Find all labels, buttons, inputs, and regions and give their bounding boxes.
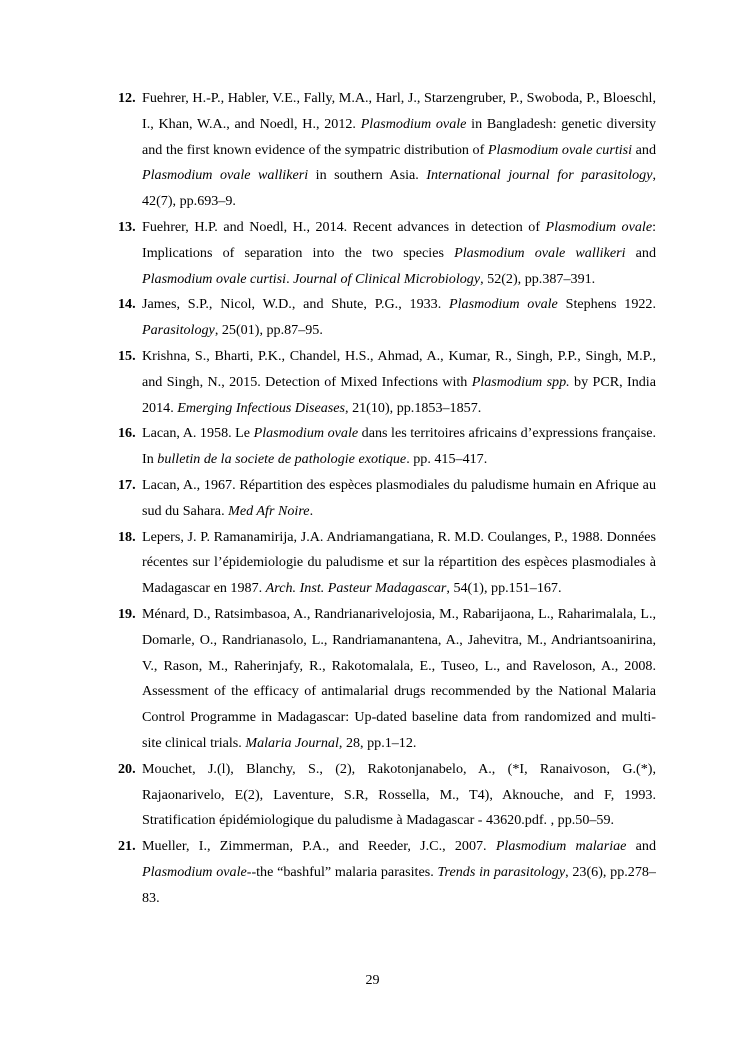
reference-text: , 42(7), pp.693–9. xyxy=(142,167,656,210)
reference-italic-text: Malaria Journal xyxy=(245,734,339,751)
reference-text: Lacan, A. 1958. Le xyxy=(142,425,254,442)
reference-text: Mueller, I., Zimmerman, P.A., and Reeder, J.C., 2007. xyxy=(142,838,496,855)
reference-entry xyxy=(118,344,656,421)
reference-text: , 54(1), pp.151–167. xyxy=(446,580,562,597)
reference-italic-text: Plasmodium ovale xyxy=(360,115,467,132)
reference-entry xyxy=(118,834,656,911)
reference-number: 14. xyxy=(118,296,136,313)
reference-text: Lepers, J. P. Ramanamirija, J.A. Andriamangatiana, R. M.D. Coulanges, P., 1988. Données récentes sur l’épidemiologie du paludisme et sur la répartition des espèces plasmodiales à Madagascar en 1987. xyxy=(142,528,656,597)
reference-entry xyxy=(118,525,656,602)
reference-text: --the “bashful” malaria parasites. xyxy=(246,863,438,880)
reference-entry xyxy=(118,86,656,215)
reference-entry xyxy=(118,292,656,344)
reference-italic-text: Plasmodium ovale wallikeri xyxy=(142,167,309,184)
reference-text: , 52(2), pp.387–391. xyxy=(480,270,596,287)
reference-text: . pp. 415–417. xyxy=(406,451,488,468)
reference-text: Fuehrer, H.P. and Noedl, H., 2014. Recent advances in detection of xyxy=(142,218,546,235)
reference-text: Mouchet, J.(l), Blanchy, S., (2), Rakotonjanabelo, A., (*I, Ranaivoson, G.(*), Rajaonarivelo, E(2), Laventure, S.R, Rossella, M., T4), Aknouche, and F, 1993. Stratification épidémiologique du paludisme à Madagascar - 43620.pdf. , pp.50–59. xyxy=(142,760,656,829)
reference-number: 12. xyxy=(118,90,136,106)
reference-italic-text: Plasmodium ovale xyxy=(142,863,247,880)
reference-number: 20. xyxy=(118,760,136,777)
reference-italic-text: bulletin de la societe de pathologie exotique xyxy=(157,451,407,468)
reference-number: 17. xyxy=(118,476,136,493)
reference-text: Lacan, A., 1967. Répartition des espèces plasmodiales du paludisme humain en Afrique au sud du Sahara. xyxy=(142,476,656,519)
reference-italic-text: Trends in parasitology xyxy=(437,863,566,880)
reference-italic-text: Med Afr Noire xyxy=(228,502,310,519)
reference-italic-text: Plasmodium spp. xyxy=(471,373,570,390)
reference-text: Krishna, S., Bharti, P.K., Chandel, H.S., Ahmad, A., Kumar, R., Singh, P.P., Singh, M.P., and Singh, N., 2015. Detection of Mixed Infections with xyxy=(142,347,656,390)
reference-italic-text: Plasmodium ovale xyxy=(449,296,558,313)
reference-text: Ménard, D., Ratsimbasoa, A., Randrianarivelojosia, M., Rabarijaona, L., Raharimalala, L., Domarle, O., Randrianasolo, L., Randriamanantena, A., Jahevitra, M., Andriantsoanirina, V., Rason, M., Raherinjafy, R., Rakotomalala, E., Tuseo, L., and Raveloson, A., 2008. Assessment of the efficacy of antimalarial drugs recommended by the National Malaria Control Programme in Madagascar: Up-dated baseline data from randomized and multi-site clinical trials. xyxy=(142,605,656,751)
reference-text: , 25(01), pp.87–95. xyxy=(214,322,323,339)
reference-text: : Implications of separation into the two species xyxy=(142,218,656,261)
reference-italic-text: Plasmodium ovale curtisi xyxy=(487,141,633,158)
reference-italic-text: Arch. Inst. Pasteur Madagascar xyxy=(265,580,447,597)
reference-italic-text: Emerging Infectious Diseases xyxy=(177,399,346,416)
reference-italic-text: Parasitology xyxy=(142,322,215,339)
reference-entry xyxy=(118,215,656,292)
reference-text: . xyxy=(309,502,314,519)
reference-entry xyxy=(118,421,656,473)
reference-italic-text: Plasmodium malariae xyxy=(495,838,627,855)
reference-number: 13. xyxy=(118,218,136,235)
reference-number: 15. xyxy=(118,347,136,364)
reference-italic-text: International journal for parasitology xyxy=(426,167,653,184)
reference-text: , 28, pp.1–12. xyxy=(338,734,417,751)
reference-entry xyxy=(118,473,656,525)
reference-text: in Bangladesh: genetic diversity and the first known evidence of the sympatric distribution of xyxy=(142,115,657,158)
reference-italic-text: Plasmodium ovale wallikeri xyxy=(454,244,626,261)
reference-number: 21. xyxy=(118,838,136,855)
reference-text: James, S.P., Nicol, W.D., and Shute, P.G., 1933. xyxy=(142,296,450,313)
reference-list xyxy=(118,86,656,912)
reference-text: . xyxy=(286,270,294,287)
reference-text: and xyxy=(626,838,657,855)
reference-number: 16. xyxy=(118,425,136,442)
reference-italic-text: Plasmodium ovale xyxy=(253,425,359,442)
reference-italic-text: Journal of Clinical Microbiology xyxy=(293,270,481,287)
reference-text: Stephens 1922. xyxy=(557,296,656,313)
page-number: 29 xyxy=(365,972,380,988)
reference-text: , 23(6), pp.278–83. xyxy=(142,863,656,906)
reference-text: by PCR, India 2014. xyxy=(142,373,656,416)
reference-text: in southern Asia. xyxy=(308,167,427,184)
reference-entry xyxy=(118,602,656,757)
reference-number: 18. xyxy=(118,528,136,545)
reference-text: dans les territoires africains d’expressions française. In xyxy=(142,425,656,468)
reference-text: Fuehrer, H.-P., Habler, V.E., Fally, M.A., Harl, J., Starzengruber, P., Swoboda, P., Bloeschl, I., Khan, W.A., and Noedl, H., 2012. xyxy=(142,90,656,132)
reference-italic-text: Plasmodium ovale xyxy=(545,218,653,235)
reference-entry xyxy=(118,757,656,834)
reference-text: and xyxy=(632,141,657,158)
reference-number: 19. xyxy=(118,605,136,622)
reference-text: and xyxy=(625,244,656,261)
reference-text: , 21(10), pp.1853–1857. xyxy=(345,399,482,416)
reference-italic-text: Plasmodium ovale curtisi xyxy=(142,270,287,287)
